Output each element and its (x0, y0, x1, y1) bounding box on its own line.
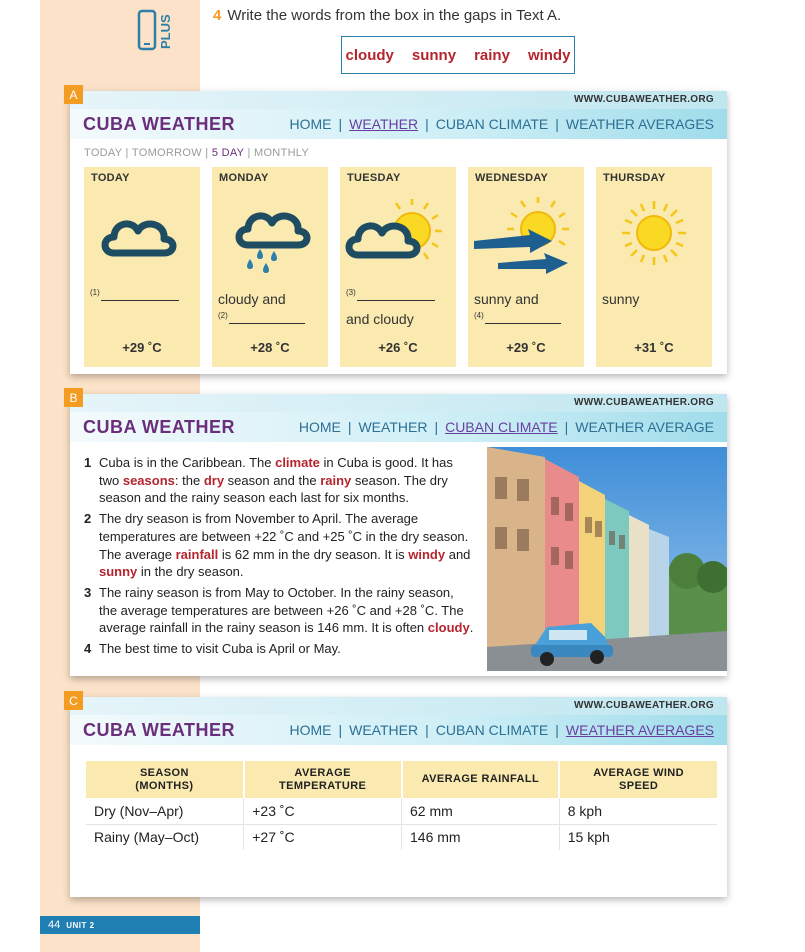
item-number: 2 (84, 511, 92, 527)
site-nav (289, 116, 714, 132)
header-line: AVERAGE RAINFALL (421, 773, 540, 785)
nav-separator: | (564, 419, 569, 435)
nav-separator: | (425, 116, 429, 132)
nav-separator: | (425, 722, 429, 738)
word: cloudy (345, 46, 394, 64)
site-title: CUBA WEATHER (83, 719, 235, 740)
gap-line (90, 288, 179, 304)
word-box (341, 36, 575, 74)
nav-weather[interactable]: WEATHER (349, 116, 419, 132)
site-title: CUBA WEATHER (83, 113, 235, 134)
havana-street-photo (487, 447, 727, 671)
nav-weather[interactable]: WEATHER (349, 722, 419, 738)
gap-number: (4) (474, 311, 484, 321)
text-run: and (445, 546, 471, 562)
word: rainy (474, 46, 510, 64)
unit-label: UNIT 2 (66, 921, 95, 930)
item-text (99, 454, 474, 507)
day-name: THURSDAY (603, 172, 666, 184)
gap-line (474, 311, 561, 327)
site-nav (299, 419, 714, 435)
column-header (402, 761, 560, 798)
column-header (244, 761, 402, 798)
gap-line (218, 311, 305, 327)
site-nav (289, 722, 714, 738)
header-line: SPEED (618, 779, 659, 792)
day-temperature: +28 ˚C (250, 340, 290, 355)
table-cell: 8 kph (559, 798, 717, 824)
page-footer (40, 916, 200, 934)
panel-letter: C (64, 691, 83, 710)
highlight-word: sunny (99, 564, 138, 580)
site-url: WWW.CUBAWEATHER.ORG (70, 91, 727, 109)
site-header (70, 109, 727, 139)
nav-separator: | (555, 116, 559, 132)
nav-separator: | (338, 116, 343, 132)
nav-weather-averages[interactable]: WEATHER AVERAGES (565, 116, 714, 132)
panel-letter: A (64, 85, 83, 104)
text-c-panel (69, 693, 727, 897)
highlight-word: rainy (320, 472, 352, 488)
text-run: is 62 mm in the dry season. It is (218, 546, 409, 562)
item-text (99, 584, 474, 637)
text-run: . (469, 620, 474, 636)
task-instruction (213, 7, 561, 24)
list-item (84, 640, 474, 658)
column-header (86, 761, 244, 798)
gap-blank (101, 291, 179, 301)
rain-cloud-icon (212, 197, 328, 277)
site-url: WWW.CUBAWEATHER.ORG (70, 394, 727, 412)
table-row (86, 798, 717, 824)
table-cell: Dry (Nov–Apr) (86, 798, 244, 824)
table-cell: 15 kph (559, 824, 717, 850)
day-name: WEDNESDAY (475, 172, 549, 184)
tab-separator: | (247, 147, 251, 159)
nav-home[interactable]: HOME (298, 419, 341, 435)
sun-icon (596, 197, 712, 277)
task-text: Write the words from the box in the gaps in Text A. (227, 7, 562, 24)
day-name: TODAY (91, 172, 130, 184)
text-run: season and the (224, 472, 321, 488)
day-card-wednesday (468, 167, 584, 367)
day-temperature: +29 ˚C (122, 340, 162, 355)
gap-number: (3) (346, 288, 356, 298)
tab-tomorrow[interactable]: TOMORROW (131, 147, 202, 159)
site-header (70, 715, 727, 745)
header-line: (MONTHS) (135, 779, 194, 792)
page-number: 44 (48, 919, 61, 931)
item-text (99, 510, 474, 581)
plus-label: PLUS (158, 14, 173, 49)
gap-line (346, 288, 435, 304)
nav-cuban-climate[interactable]: CUBAN CLIMATE (435, 116, 549, 132)
highlight-word: seasons (122, 472, 175, 488)
table-cell: +23 ˚C (244, 798, 402, 824)
table-row (86, 824, 717, 850)
table-cell: +27 ˚C (244, 824, 402, 850)
list-item (84, 584, 474, 637)
forecast-tabs (84, 147, 309, 159)
word: windy (527, 46, 571, 64)
forecast-text: sunny and (474, 291, 539, 307)
gap-blank (357, 291, 435, 301)
nav-weather[interactable]: WEATHER (358, 419, 428, 435)
text-run: The rainy season is from May to October. In the rainy season, the average temperatures are between +26 ˚C and +28 ˚C. The average rainfall in the rainy season is 146 mm. It is often (99, 584, 464, 636)
text-run: in Cuba is good. It has two (99, 455, 453, 488)
climate-text (84, 454, 474, 661)
text-a-panel (69, 87, 727, 374)
day-card-monday (212, 167, 328, 367)
nav-weather-averages[interactable]: WEATHER AVERAGES (565, 722, 714, 738)
text-run: season. The dry season and the rainy season each last for six months. (99, 472, 448, 506)
item-text: The best time to visit Cuba is April or May. (99, 641, 341, 657)
site-title: CUBA WEATHER (83, 416, 235, 437)
highlight-word: rainfall (175, 546, 219, 562)
forecast-text: sunny (602, 291, 640, 307)
item-number: 3 (84, 584, 92, 600)
nav-separator: | (347, 419, 352, 435)
cloud-icon (84, 197, 200, 277)
day-card-today (84, 167, 200, 367)
table-header-row (86, 761, 717, 798)
column-header (559, 761, 717, 798)
nav-separator: | (434, 419, 439, 435)
nav-cuban-climate[interactable]: CUBAN CLIMATE (445, 419, 558, 435)
day-name: TUESDAY (347, 172, 401, 184)
text-run: : the (174, 472, 204, 488)
phone-icon (136, 8, 176, 52)
task-number: 4 (213, 7, 222, 24)
forecast-text: cloudy and (218, 291, 286, 307)
highlight-word: cloudy (427, 620, 470, 636)
nav-separator: | (555, 722, 559, 738)
header-line: AVERAGE WIND (593, 766, 684, 779)
text-b-panel (69, 390, 727, 676)
day-card-thursday (596, 167, 712, 367)
table-cell: 146 mm (402, 824, 560, 850)
table-cell: 62 mm (402, 798, 560, 824)
text-run: Cuba is in the Caribbean. The (99, 455, 276, 470)
site-header (70, 412, 727, 442)
header-line: SEASON (139, 766, 189, 779)
gap-blank (229, 314, 305, 324)
day-card-tuesday (340, 167, 456, 367)
item-number: 4 (84, 641, 92, 657)
highlight-word: climate (275, 455, 320, 470)
nav-weather-average[interactable]: WEATHER AVERAGE (575, 419, 714, 435)
gap-number: (1) (90, 288, 100, 298)
panel-letter: B (64, 388, 83, 407)
nav-cuban-climate[interactable]: CUBAN CLIMATE (435, 722, 549, 738)
day-temperature: +31 ˚C (634, 340, 674, 355)
nav-home[interactable]: HOME (289, 116, 332, 132)
list-item (84, 454, 474, 507)
header-line: AVERAGE (294, 766, 351, 779)
nav-separator: | (338, 722, 343, 738)
forecast-days (84, 167, 712, 367)
header-line: TEMPERATURE (278, 779, 367, 792)
table-cell: Rainy (May–Oct) (94, 829, 200, 846)
text-run: in the dry season. (137, 564, 244, 580)
site-url: WWW.CUBAWEATHER.ORG (70, 697, 727, 715)
day-temperature: +26 ˚C (378, 340, 418, 355)
nav-home[interactable]: HOME (289, 722, 332, 738)
day-temperature: +29 ˚C (506, 340, 546, 355)
tab-today[interactable]: TODAY (84, 147, 123, 159)
list-item (84, 510, 474, 581)
tab-separator: | (125, 147, 129, 159)
sun-wind-icon (468, 197, 584, 277)
highlight-word: windy (408, 546, 446, 562)
day-name: MONDAY (219, 172, 269, 184)
word: sunny (411, 46, 457, 64)
tab-monthly[interactable]: MONTHLY (253, 147, 310, 159)
sun-behind-cloud-icon (340, 197, 456, 277)
item-number: 1 (84, 455, 92, 470)
tab-5-day[interactable]: 5 DAY (211, 147, 245, 159)
gap-blank (485, 314, 561, 324)
forecast-text: and cloudy (346, 311, 414, 327)
gap-number: (2) (218, 311, 228, 321)
highlight-word: dry (203, 472, 225, 488)
tab-separator: | (205, 147, 209, 159)
text-run: The dry season is from November to April. The average temperatures are between +22 ˚C and +25 ˚C in the dry season. The average (99, 511, 469, 562)
weather-averages-table (86, 761, 717, 850)
